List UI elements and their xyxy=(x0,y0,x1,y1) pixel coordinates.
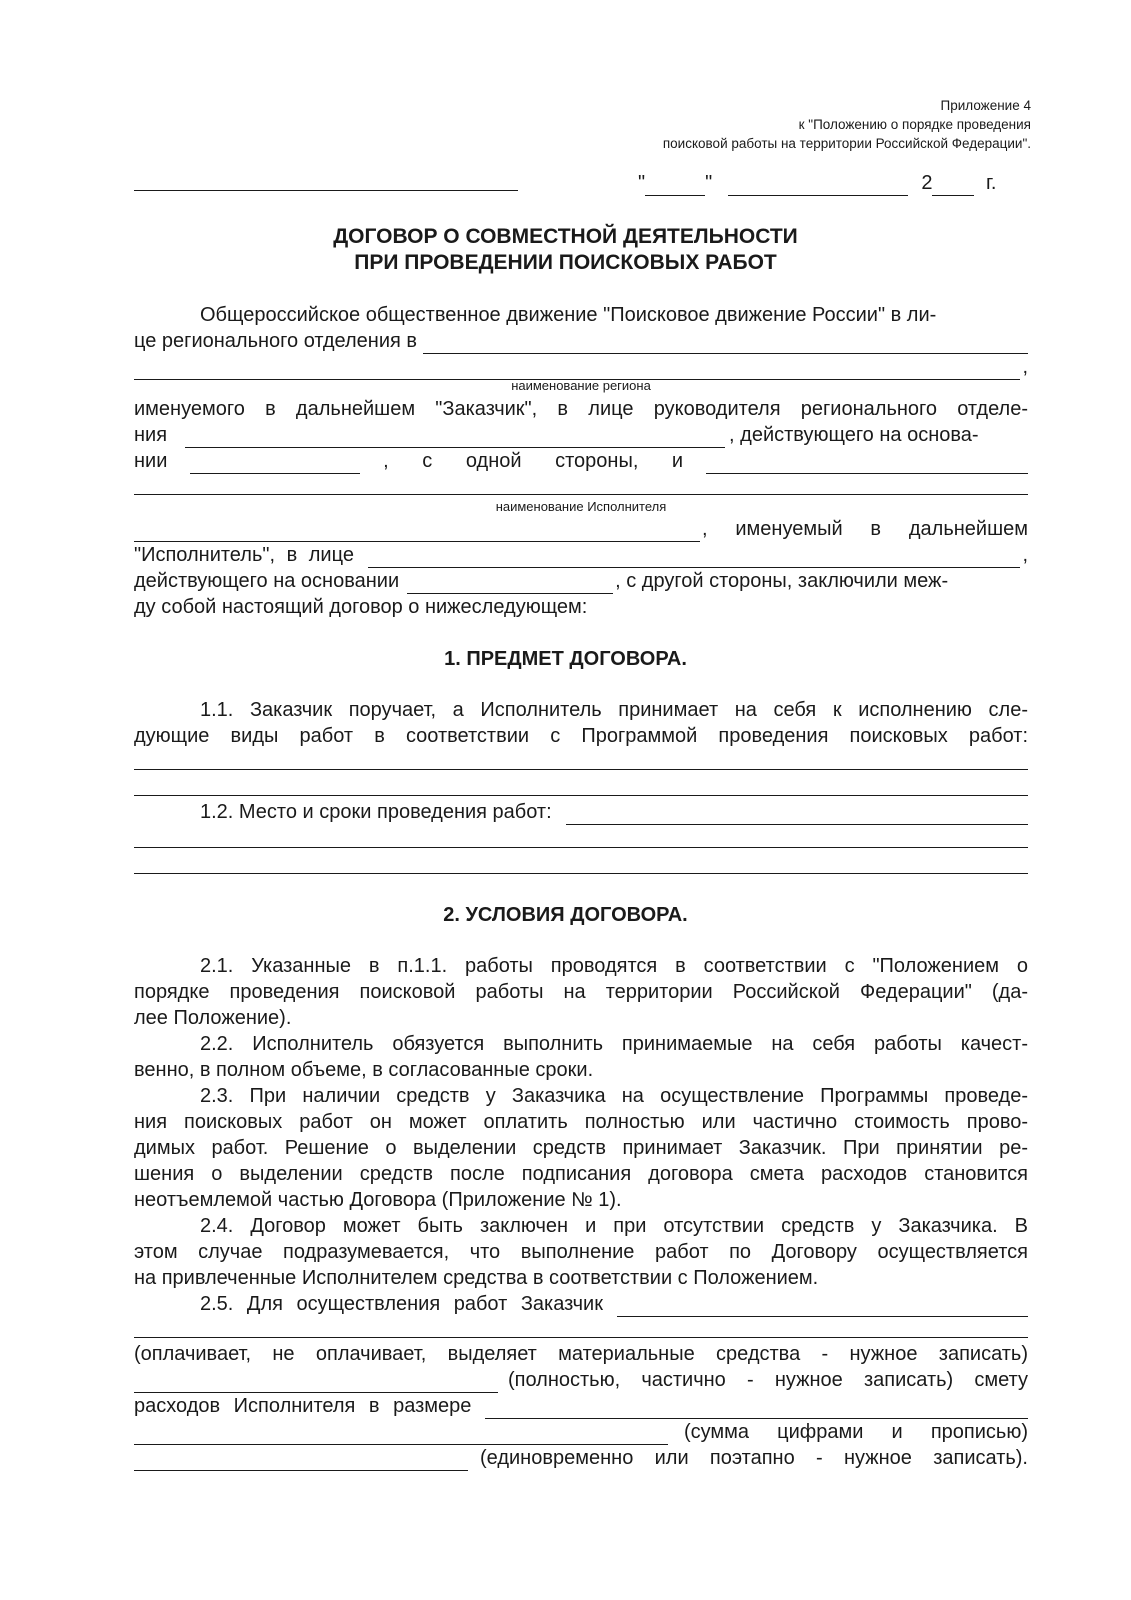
appendix-line-2: к "Положению о порядке проведения xyxy=(798,117,1031,132)
payment-schedule-field[interactable] xyxy=(134,1450,468,1471)
clause-2-3-line-5: неотъемлемой частью Договора (Приложение № 1). xyxy=(134,1189,622,1211)
clause-1-1-line-1: 1.1. Заказчик поручает, а Исполнитель принимает на себя к исполнению сле- xyxy=(200,699,1028,721)
preamble-line-2: це регионального отделения в xyxy=(134,328,1028,354)
preamble-line-3: , xyxy=(134,354,1028,380)
clause-2-3-line-4: шения о выделении средств после подписания договора смета расходов становится xyxy=(134,1163,1028,1185)
preamble-line-9: "Исполнитель", в лице , xyxy=(134,544,1028,566)
executor-name-field-3[interactable] xyxy=(134,521,700,542)
region-name-field[interactable] xyxy=(134,359,1020,380)
executor-representative-field[interactable] xyxy=(368,547,1020,568)
clause-2-3-line-1: 2.3. При наличии средств у Заказчика на осуществление Программы проведе- xyxy=(200,1085,1028,1107)
appendix-line-3: поисковой работы на территории Российской Федерации". xyxy=(662,136,1031,151)
amount-field-1[interactable] xyxy=(485,1398,1028,1419)
clause-2-5-line-5: расходов Исполнителя в размере xyxy=(134,1393,1028,1419)
appendix-line-1: Приложение 4 xyxy=(940,98,1031,113)
executor-basis-field[interactable] xyxy=(407,573,613,594)
preamble-line-1: Общероссийское общественное движение "Поисковое движение России" в ли- xyxy=(200,304,937,326)
year-field[interactable] xyxy=(932,175,974,196)
caption-executor-name: наименование Исполнителя xyxy=(495,499,667,514)
preamble-line-11: ду собой настоящий договор о нижеследующем: xyxy=(134,596,588,618)
clause-2-3-line-3: димых работ. Решение о выделении средств принимает Заказчик. При принятии ре- xyxy=(134,1137,1028,1159)
preamble-line-10: действующего на основании , с другой стороны, заключили меж- xyxy=(134,570,949,592)
clause-2-1-line-3: лее Положение). xyxy=(134,1007,292,1029)
clause-1-2: 1.2. Место и сроки проведения работ: xyxy=(134,799,1028,825)
section-1-heading: 1. ПРЕДМЕТ ДОГОВОРА. xyxy=(444,648,687,670)
customer-payment-field-1[interactable] xyxy=(617,1296,1028,1317)
clause-2-4-line-3: на привлеченные Исполнителем средства в соответствии с Положением. xyxy=(134,1267,819,1289)
clause-2-4-line-1: 2.4. Договор может быть заключен и при отсутствии средств у Заказчика. В xyxy=(200,1215,1028,1237)
place-and-terms-field-2[interactable] xyxy=(134,847,1028,848)
clause-2-2-line-2: венно, в полном объеме, в согласованные сроки. xyxy=(134,1059,594,1081)
clause-2-1-line-2: порядке проведения поисковой работы на территории Российской Федерации" (да- xyxy=(134,981,1028,1003)
executor-name-field-2[interactable] xyxy=(134,494,1028,495)
clause-1-1-line-2: дующие виды работ в соответствии с Программой проведения поисковых работ: xyxy=(134,725,1028,747)
customer-payment-field-2[interactable] xyxy=(134,1337,1028,1338)
amount-field-2[interactable] xyxy=(134,1424,668,1445)
caption-region-name: наименование региона xyxy=(511,378,651,393)
executor-name-field-1[interactable] xyxy=(706,453,1028,474)
clause-2-5-line-6: (сумма цифрами и прописью) xyxy=(134,1419,1028,1445)
place-field[interactable] xyxy=(134,170,518,191)
month-field[interactable] xyxy=(728,175,908,196)
place-and-terms-field-1[interactable] xyxy=(566,804,1028,825)
place-date-line xyxy=(134,170,1028,196)
document-title-line-2: ПРИ ПРОВЕДЕНИИ ПОИСКОВЫХ РАБОТ xyxy=(354,251,777,274)
customer-basis-field[interactable] xyxy=(190,453,360,474)
regional-branch-field[interactable] xyxy=(423,333,1028,354)
date-field: " " 2 г. xyxy=(638,172,997,194)
preamble-line-5: ния , действующего на основа- xyxy=(134,424,979,446)
work-types-field-2[interactable] xyxy=(134,795,1028,796)
preamble-line-8: , именуемый в дальнейшем xyxy=(134,516,1028,542)
clause-2-3-line-2: ния поисковых работ он может оплатить полностью или частично стоимость прово- xyxy=(134,1111,1028,1133)
clause-2-1-line-1: 2.1. Указанные в п.1.1. работы проводятся в соответствии с "Положением о xyxy=(200,955,1028,977)
place-and-terms-field-3[interactable] xyxy=(134,873,1028,874)
section-2-heading: 2. УСЛОВИЯ ДОГОВОРА. xyxy=(443,904,688,926)
payment-scope-field[interactable] xyxy=(134,1372,498,1393)
work-types-field-1[interactable] xyxy=(134,769,1028,770)
clause-2-5-line-3: (оплачивает, не оплачивает, выделяет материальные средства - нужное записать) xyxy=(134,1343,1028,1365)
preamble-line-6: нии , с одной стороны, и xyxy=(134,448,1028,474)
clause-2-5-line-7: (единовременно или поэтапно - нужное записать). xyxy=(134,1445,1028,1471)
preamble-line-4: именуемого в дальнейшем "Заказчик", в лице руководителя регионального отделе- xyxy=(134,398,1028,420)
regional-head-field[interactable] xyxy=(185,427,725,448)
clause-2-2-line-1: 2.2. Исполнитель обязуется выполнить принимаемые на себя работы качест- xyxy=(200,1033,1028,1055)
day-field[interactable] xyxy=(645,175,705,196)
clause-2-5-line-1: 2.5. Для осуществления работ Заказчик xyxy=(134,1291,1028,1317)
clause-2-5-line-4: (полностью, частично - нужное записать) смету xyxy=(134,1367,1028,1393)
appendix-note xyxy=(663,96,1031,153)
clause-2-4-line-2: этом случае подразумевается, что выполнение работ по Договору осуществляется xyxy=(134,1241,1028,1263)
document-title-line-1: ДОГОВОР О СОВМЕСТНОЙ ДЕЯТЕЛЬНОСТИ xyxy=(333,225,798,248)
